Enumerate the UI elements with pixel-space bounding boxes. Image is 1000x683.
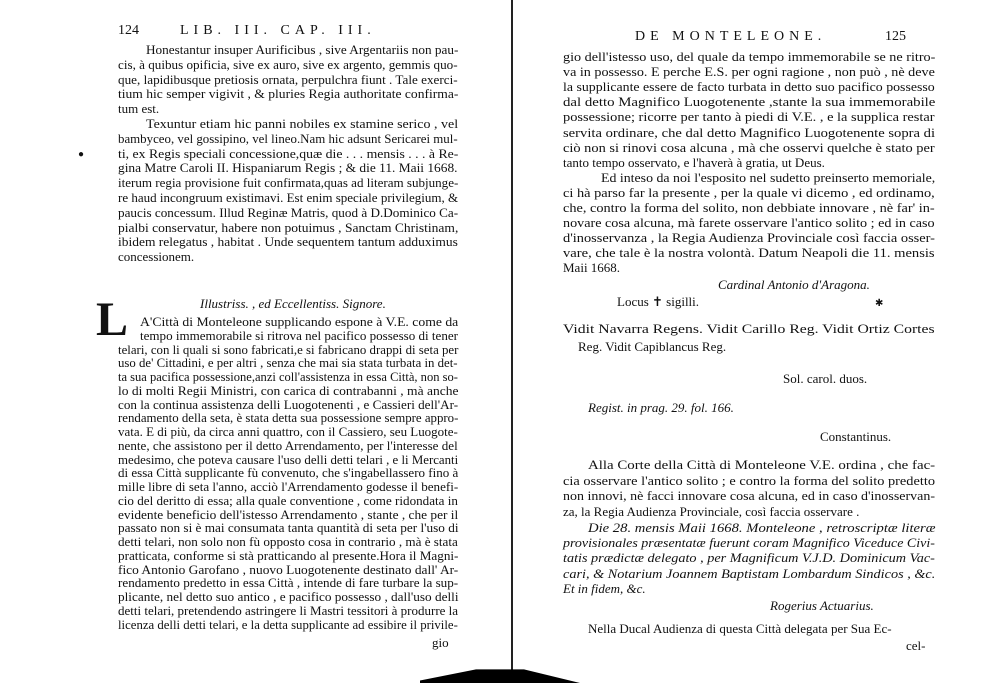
vidit-line: Reg. Vidit Capiblancus Reg. [578, 339, 727, 354]
paragraph-line: tum est. [118, 101, 160, 117]
letter-line: passato non si è mai consumata tanta quantità di seta per l'uso di [118, 520, 459, 536]
letter-line: possessione; ricorre per tanto à piedi di V.E. , e la supplica restar [563, 109, 935, 125]
right-page [513, 0, 1000, 683]
letter-line: A'Città di Monteleone supplicando espone à V.E. come da [140, 314, 459, 329]
fee-note: Sol. carol. duos. [783, 371, 868, 386]
letter-line: tanto tempo osservato, e l'haverà à gratia, ut Deus. [563, 154, 825, 170]
paragraph-line: Texuntur etiam hic panni nobiles ex stamine serico , vel [146, 116, 459, 131]
letter-line: detti telari, pretendendo astringere li Mastri tessitori à produrre la [118, 602, 459, 618]
letter-line: la supplicante essere de facto turbata in detto suo pacifico possesso [563, 79, 935, 95]
running-title: DE MONTELEONE. [635, 29, 827, 44]
letter-line: mille libre di seta l'anno, acciò l'Arrendamento godesse il benefi- [118, 479, 459, 494]
signature: Cardinal Antonio d'Aragona. [718, 277, 870, 292]
letter-line: plicante, nel detto suo antico , e pacifico possesso , dall'uso delli [118, 589, 459, 604]
closing-line: Nella Ducal Audienza di questa Città delegata per Sua Ec- [588, 621, 892, 636]
attestation-line: provisionales præsentatæ fuerunt coram Magnifico Viceduce Civi- [563, 535, 935, 551]
paragraph-line: ti, ex Regis speciali concessione,quæ die . . . mensis . . . à Re- [118, 145, 459, 161]
letter-line: pratticata, conforme si stà pratticando al presente.Hora il Magni- [118, 547, 459, 563]
letter-line: rendamento predetto in essa Città , intende di fare turbare la sup- [118, 575, 459, 591]
attestation-line: tatis prædictæ delegato , per Magnificum V.J.D. Dominicum Vac- [563, 550, 935, 566]
paragraph-line: gina Matre Caroli II. Hispaniarum Regis ; & die 11. Maii 1668. [118, 160, 458, 176]
letter-line: gio dell'istesso uso, del quale da tempo immemorabile se ne ritro- [563, 49, 936, 64]
paragraph-line: concessionem. [118, 249, 195, 265]
registrar-name: Constantinus. [820, 429, 892, 444]
catchword: cel- [906, 638, 926, 653]
catchword: gio [432, 635, 449, 650]
letter-line: servita ordinare, che dal detto Magnifico Luogotenente sopra di [563, 124, 936, 140]
paragraph-line: ibidem relegatus , habitat . Unde sequentem tantum adduximus [118, 234, 458, 250]
letter-line: d'inosservanza , la Regia Audienza Provinciale così faccia osser- [563, 230, 935, 246]
letter-line: evidente beneficio dell'istesso Arrendamento , stante , che per il [118, 506, 459, 522]
order-line: cia osservare l'antico solito ; e contro la forma del solito predetto [563, 472, 935, 488]
letter-line: nente, che assistono per il detto Arrendamento, per l'interesse del [118, 437, 458, 453]
paragraph-line: paucis concessum. Illud Reginæ Matris, quod à D.Dominico Ca- [118, 204, 459, 220]
letter-line: va in possesso. E perche E.S. per ogni ragione , non può , nè deve [563, 64, 935, 80]
order-line: za, la Regia Audienza Provinciale, così faccia osservare . [563, 503, 860, 519]
letter-line: di essa Città supplicante fù convenuto, che s'ingabellassero fino à [118, 465, 459, 481]
paragraph-line: iterum regia provisione fuit confirmata,quas ad literam subjunge- [118, 175, 459, 191]
paragraph-line: cis, à quibus opificia, sive ex auro, sive ex argento, gemmis quo- [118, 56, 458, 72]
letter-heading: Illustriss. , ed Eccellentiss. Signore. [200, 296, 386, 311]
running-title: LIB. III. CAP. III. [180, 23, 376, 38]
page-number: 124 [118, 23, 139, 38]
letter-line: Ed inteso da noi l'esposito nel sudetto preinserto memoriale, [601, 169, 936, 185]
letter-line: ci hà parso far la presente , per la quale vi dicemo , ed ordinamo, [563, 184, 935, 200]
letter-line: medesimo, che poteva causare l'uso delli detti telari , e li Mercanti [118, 451, 459, 467]
attestation-line: cari, & Notarium Joannem Baptistam Lombardum Sindicos , &c. [563, 565, 936, 581]
letter-line: tempo immemorabile si ritrova nel pacifico possesso di tener [140, 327, 458, 343]
letter-line: vata. E di più, da circa anni quattro, con il Cassiero, seu Luogote- [118, 424, 458, 439]
paragraph-line: re haud incongruum existimavi. Est enim speciale privilegium, & [118, 190, 459, 205]
attestation-line: Die 28. mensis Maii 1668. Monteleone , retroscriptæ literæ [588, 520, 936, 535]
paragraph-line: bambyceo, vel gossipino, vel lineo.Nam hic adsunt Sericarei mul- [118, 130, 458, 146]
seal-note: Locus ✝ sigilli. [617, 294, 700, 309]
paragraph-line: Honestantur insuper Aurificibus , sive Argentariis non pau- [146, 42, 459, 57]
letter-line: vare, che tale è la nostra volontà. Datum Neapoli die 11. mensis [563, 245, 935, 261]
letter-line: telari, con li quali si sono fabricati,e si fabricano drappi di seta per [118, 341, 459, 357]
letter-line: ta sua pacifica possessione,anzi coll'assistenza in essa Città, non so- [118, 369, 458, 384]
page-number: 125 [885, 29, 906, 44]
order-line: Alla Corte della Città di Monteleone V.E. ordina , che fac- [588, 457, 936, 472]
letter-line: ciò non si rinovi cosa alcuna , mà che osservi quelche è stato per [563, 139, 935, 155]
letter-line: cio del deritto di essa; alla quale conventione , come ridondata in [118, 492, 458, 508]
drop-cap: L [96, 293, 129, 346]
registration-note: Regist. in prag. 29. fol. 166. [588, 400, 734, 415]
paragraph-line: pialbi conservatur, habere non potuimus , Sanctam Christinam, [118, 219, 459, 235]
letter-line: rendamento della seta, è stata detta sua possessione sempre appro- [118, 410, 459, 426]
letter-line: detti telari, non solo non fù opposto cosa in contrario , mà è stata [118, 534, 458, 549]
letter-line: novare cosa alcuna, mà farete osservare l'antico solito ; ed in caso [563, 215, 935, 231]
actuary-signature: Rogerius Actuarius. [770, 598, 874, 613]
vidit-line: Vidit Navarra Regens. Vidit Carillo Reg. Vidit Ortiz Cortes [563, 321, 935, 336]
letter-line: con la continua assistenza delli Luogotenenti , e Cassieri dell'Ar- [118, 396, 459, 412]
paragraph-line: tium hic semper vigivit , & pluries Regia authoritate confirma- [118, 86, 459, 102]
margin-mark: ✱ [875, 298, 884, 309]
letter-line: dal detto Magnifico Luogotenente ,stante la sua immemorabile [563, 94, 936, 110]
letter-line: lo di molti Regii Ministri, con carica di contrabanni , mà anche [118, 382, 459, 398]
attestation-line: Et in fidem, &c. [563, 580, 646, 596]
letter-line: che, contro la forma del solito, non debbiate innovare , nè far' in- [563, 200, 935, 215]
letter-line: uso de' Cittadini, e per altri , senza che mai sia stata turbata in det- [118, 355, 458, 371]
letter-line: licenza delli detti telari, e la detta supplicante ad essibire il privile- [118, 616, 458, 632]
letter-line: Maii 1668. [563, 260, 621, 276]
order-line: non innovi, nè facci innovare cosa alcuna, ed in caso d'inosservan- [563, 488, 935, 503]
letter-line: fico Antonio Garofano , nuovo Luogotenente destinato dall' Ar- [118, 561, 459, 577]
margin-mark: ● [78, 149, 85, 160]
paragraph-line: que, lapidibusque pretiosis ornata, perpulchra fiunt . Tale exerci- [118, 71, 458, 87]
